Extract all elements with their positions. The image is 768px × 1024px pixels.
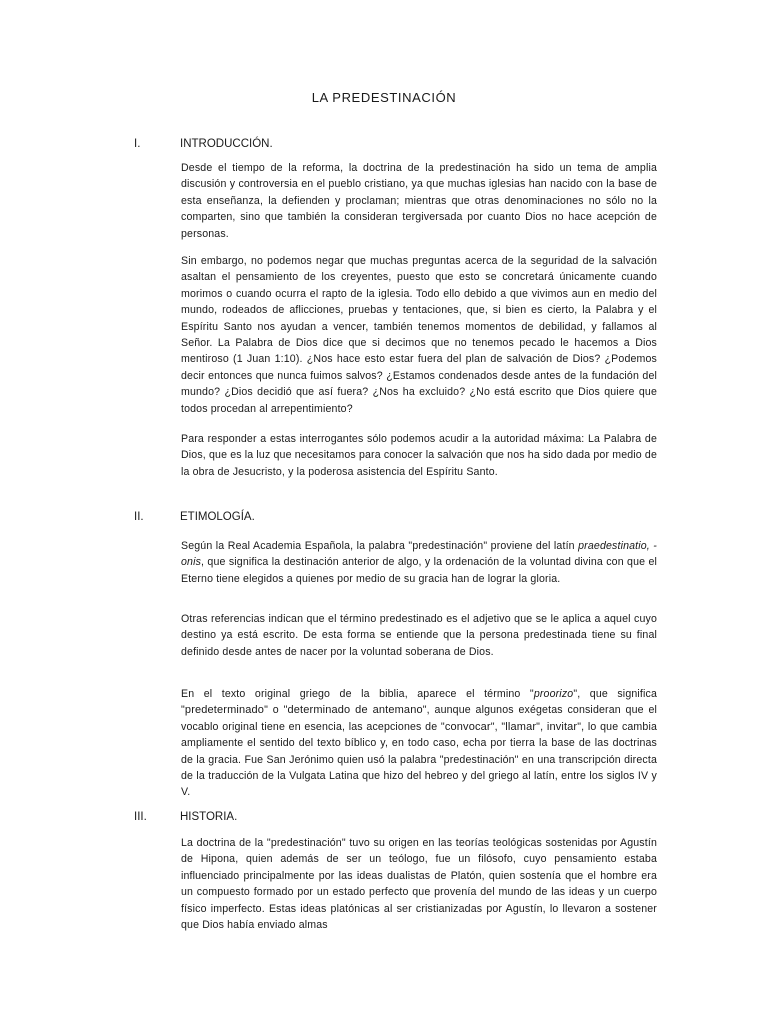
paragraph-historia-1: La doctrina de la "predestinación" tuvo su origen en las teorías teológicas sostenidas por Agustín de Hipona, quien además de ser un teólogo, fue un filósofo, cuyo pensamiento estaba influenciado principalmente por las ideas dualistas de Platón, quien sostenía que el hombre era un compuesto formado por un estado perfecto que provenía del mundo de las ideas y un cuerpo físico imperfecto. Estas ideas platónicas al ser cristianizadas por Agustín, lo llevaron a sostener que Dios había enviado almas [181, 837, 657, 932]
text-segment: ", lo que cambia ampliamente el sentido del texto bíblico y, en todo caso, echa por tierra la base de las doctrinas de la gracia. Fue San Jerónimo quien usó la palabra "predestinación" en una transcripción directa de la traducción de la Vulgata Latina que hizo del hebreo y del griego al latín, entre los siglos IV y V. [181, 720, 657, 799]
section-title: INTRODUCCIÓN. [180, 138, 273, 150]
paragraph-intro-2: Sin embargo, no podemos negar que muchas preguntas acerca de la seguridad de la salvación asaltan el pensamiento de los creyentes, puesto que esto se concretará únicamente cuando morimos o cuando ocurra el rapto de la iglesia. Todo ello debido a que vivimos aun en medio del mundo, rodeados de aflicciones, pruebas y tentaciones, que, si bien es cierto, la Palabra y el Espíritu Santo nos ayudan a vencer, también tenemos momentos de debilidad, y fallamos al Señor. La Palabra de Dios dice que si decimos que no tenemos pecado le hacemos a Dios mentiroso (1 Juan 1:10). ¿Nos hace esto estar fuera del plan de salvación de Dios? ¿Podemos decir entonces que nunca fuimos salvos? ¿Estamos condenados desde antes de la fundación del mundo? ¿Dios decidió que así fuera? ¿Nos ha excluido? ¿No está escrito que Dios quiere que todos procedan al arrepentimiento? [181, 255, 657, 415]
latin-term: praedestinatio, -onis [181, 540, 657, 569]
document-title: LA PREDESTINACIÓN [311, 90, 457, 105]
section-number: I. [134, 138, 141, 150]
term-predeterminado: predeterminado [184, 704, 265, 717]
section-heading-etimologia [134, 511, 255, 523]
greek-term: proorizo [533, 688, 574, 700]
text-segment: ", aunque algunos exégetas consideran que el vocablo original tiene en esencia, las acepciones de " [181, 704, 658, 733]
section-title: HISTORIA. [180, 811, 238, 823]
paragraph-intro-1: Desde el tiempo de la reforma, la doctrina de la predestinación ha sido un tema de amplia discusión y controversia en el pueblo cristiano, ya que muchas iglesias han nacido con la base de esta enseñanza, la defienden y proclaman; mientras que otras denominaciones no sólo no la comparten, sino que también la consideran tergiversada por cuanto Dios no hace acepción de personas. [181, 162, 657, 240]
text-segment: En el texto original griego de la biblia, aparece el término " [181, 688, 534, 700]
text-segment: " o " [264, 704, 288, 717]
text-segment: ", que significa " [181, 688, 657, 717]
term-convocar: convocar [444, 720, 491, 733]
term-determinado: determinado de antemano [287, 704, 423, 717]
text-segment: Según la Real Academia Española, la palabra "predestinación" proviene del latín [181, 540, 579, 552]
paragraph-etimologia-1 [181, 538, 657, 587]
section-heading-historia [134, 811, 237, 823]
section-heading-introduccion [134, 138, 273, 150]
text-segment: , que significa la destinación anterior de algo, y la ordenación de la voluntad divina con que el Eterno tiene elegidos a quienes por medio de su gracia han de lograr la gloria. [181, 556, 657, 585]
section-title: ETIMOLOGÍA. [180, 511, 255, 523]
section-number: III. [134, 811, 147, 823]
paragraph-etimologia-3 [181, 686, 657, 801]
paragraph-etimologia-2: Otras referencias indican que el término predestinado es el adjetivo que se le aplica a aquel cuyo destino ya está escrito. De esta forma se entiende que la persona predestinada tiene su final definido desde antes de nacer por la voluntad soberana de Dios. [181, 613, 657, 658]
term-llamar: llamar [505, 720, 537, 733]
section-number: II. [134, 511, 144, 523]
paragraph-intro-3: Para responder a estas interrogantes sólo podemos acudir a la autoridad máxima: La Palabra de Dios, que es la luz que necesitamos para conocer la salvación que nos ha sido dada por medio de la obra de Jesucristo, y la poderosa asistencia del Espíritu Santo. [181, 433, 657, 478]
text-segment: ", " [490, 720, 506, 733]
term-invitar: invitar [546, 720, 578, 733]
text-segment: ", [536, 720, 547, 733]
